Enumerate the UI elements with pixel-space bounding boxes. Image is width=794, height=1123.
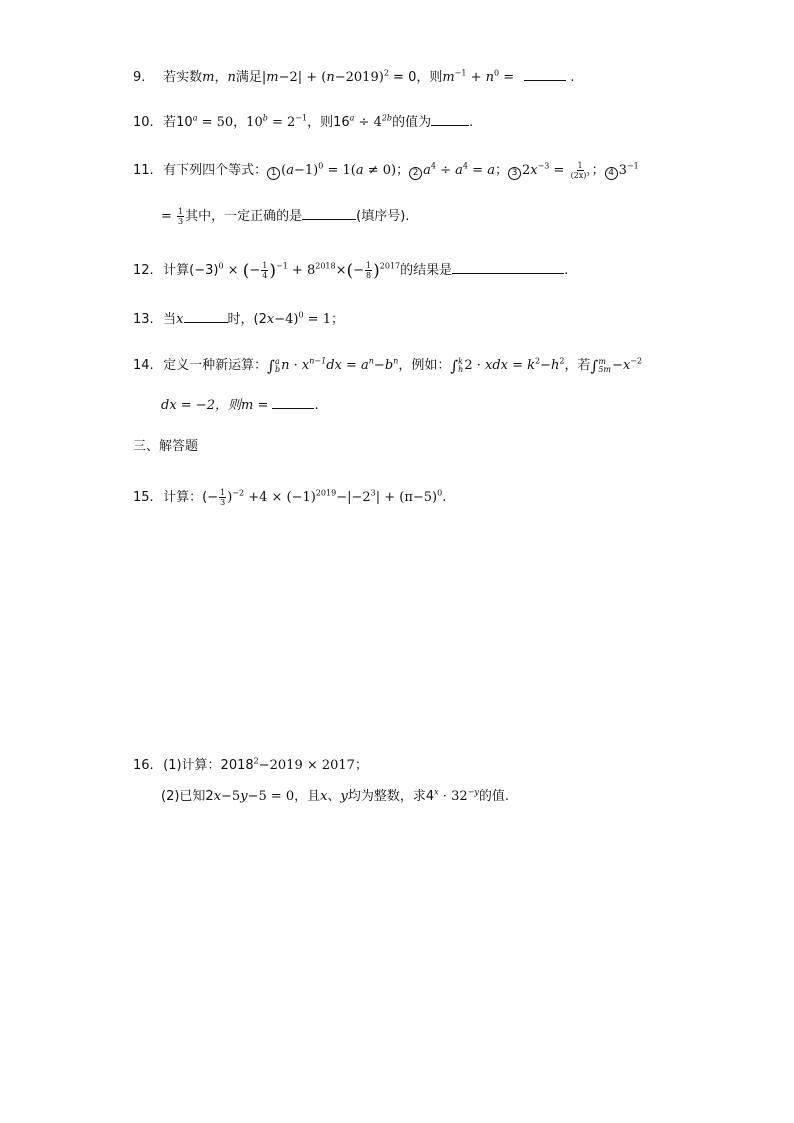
integral-limits: a b (274, 356, 281, 374)
circled-number-3: 3 (508, 167, 521, 180)
question-15: 15. 计算：(− $\frac{1}{3}$ )$^{-2} +4 \times (-1)^{2019}-|-2^3| + (\pi-5)^0$. (133, 488, 447, 507)
question-13: 13. 当x 时，$(2x-4)^0 = 1$； (133, 308, 344, 330)
fraction: $\frac{1}{3}$ (178, 207, 184, 226)
fraction: $\frac{1}{\text{(2x)³}}$ (570, 161, 590, 180)
answer-blank[interactable] (302, 205, 356, 220)
question-number: 13. (133, 312, 154, 327)
question-11: 11. 有下列四个等式： 1 $(a-1)^0 = 1(a \ne 0)$； 2 $a^4 \div a^4 = a$； 3 $2x^{-3}$ = $\frac{1}{\text{(2x)³}}$ ； 4 $3^{-1}$ (133, 161, 639, 180)
answer-blank[interactable] (524, 66, 566, 81)
question-14: 14. 定义一种新运算：∫ a b $n \cdot x^{n-1}dx = a^n-b^n$，例如：∫ k h 2 · xdx = $k^2-h^2$，若∫ m 5m $-x^{-2}$ (133, 356, 643, 375)
integral-limits: m 5m (598, 356, 612, 374)
question-number: 14. (133, 358, 154, 373)
section-heading: 三、解答题 (133, 439, 199, 454)
fraction: $\frac{1}{3}$ (220, 488, 226, 507)
fraction: $\frac{1}{8}$ (366, 261, 372, 280)
answer-blank[interactable] (452, 259, 564, 274)
circled-number-1: 1 (267, 167, 280, 180)
question-number: 10. (133, 115, 154, 130)
integral-sign: ∫ (450, 357, 459, 375)
question-12: 12. 计算$(-3)^0$ × (− $\frac{1}{4}$ )$^{-1} + 8^{2018}\times(-$ $\frac{1}{8}$ )$^{2017}$的结果是 . (133, 261, 569, 281)
question-number: 11. (133, 163, 154, 178)
fraction: $\frac{1}{4}$ (262, 261, 268, 280)
question-11-line-2: = $\frac{1}{3}$ 其中，一定正确的是 (填序号). (161, 207, 410, 226)
question-9: 9. 若实数m，n满足$|m-2| + (n-2019)^2 = 0$，则$m^{-1} + n^0$ = . (133, 66, 575, 88)
answer-blank[interactable] (431, 111, 469, 126)
answer-blank[interactable] (184, 308, 228, 323)
circled-number-4: 4 (605, 167, 618, 180)
integral-sign: ∫ (267, 357, 275, 375)
question-14-line-2: dx = −2，则m = . (161, 394, 319, 416)
answer-blank[interactable] (272, 394, 314, 409)
question-number: 16. (133, 758, 154, 773)
integral-limits: k h (458, 356, 464, 374)
question-16-part-2: (2)已知2x−5y−5 = 0，且x、y均为整数，求$4^x \cdot 32^{-y}$的值. (161, 787, 509, 804)
question-number: 12. (133, 263, 154, 278)
question-16: 16. (1)计算：$2018^2-2019 \times 2017$； (133, 756, 368, 776)
question-10: 10. 若$10^a = 50$，$10^b = 2^{-1}$，则$16^a \div 4^{2b}$的值为 . (133, 111, 473, 133)
question-number: 15. (133, 490, 154, 505)
question-number: 9. (133, 70, 146, 85)
circled-number-2: 2 (409, 167, 422, 180)
integral-sign: ∫ (590, 357, 599, 375)
